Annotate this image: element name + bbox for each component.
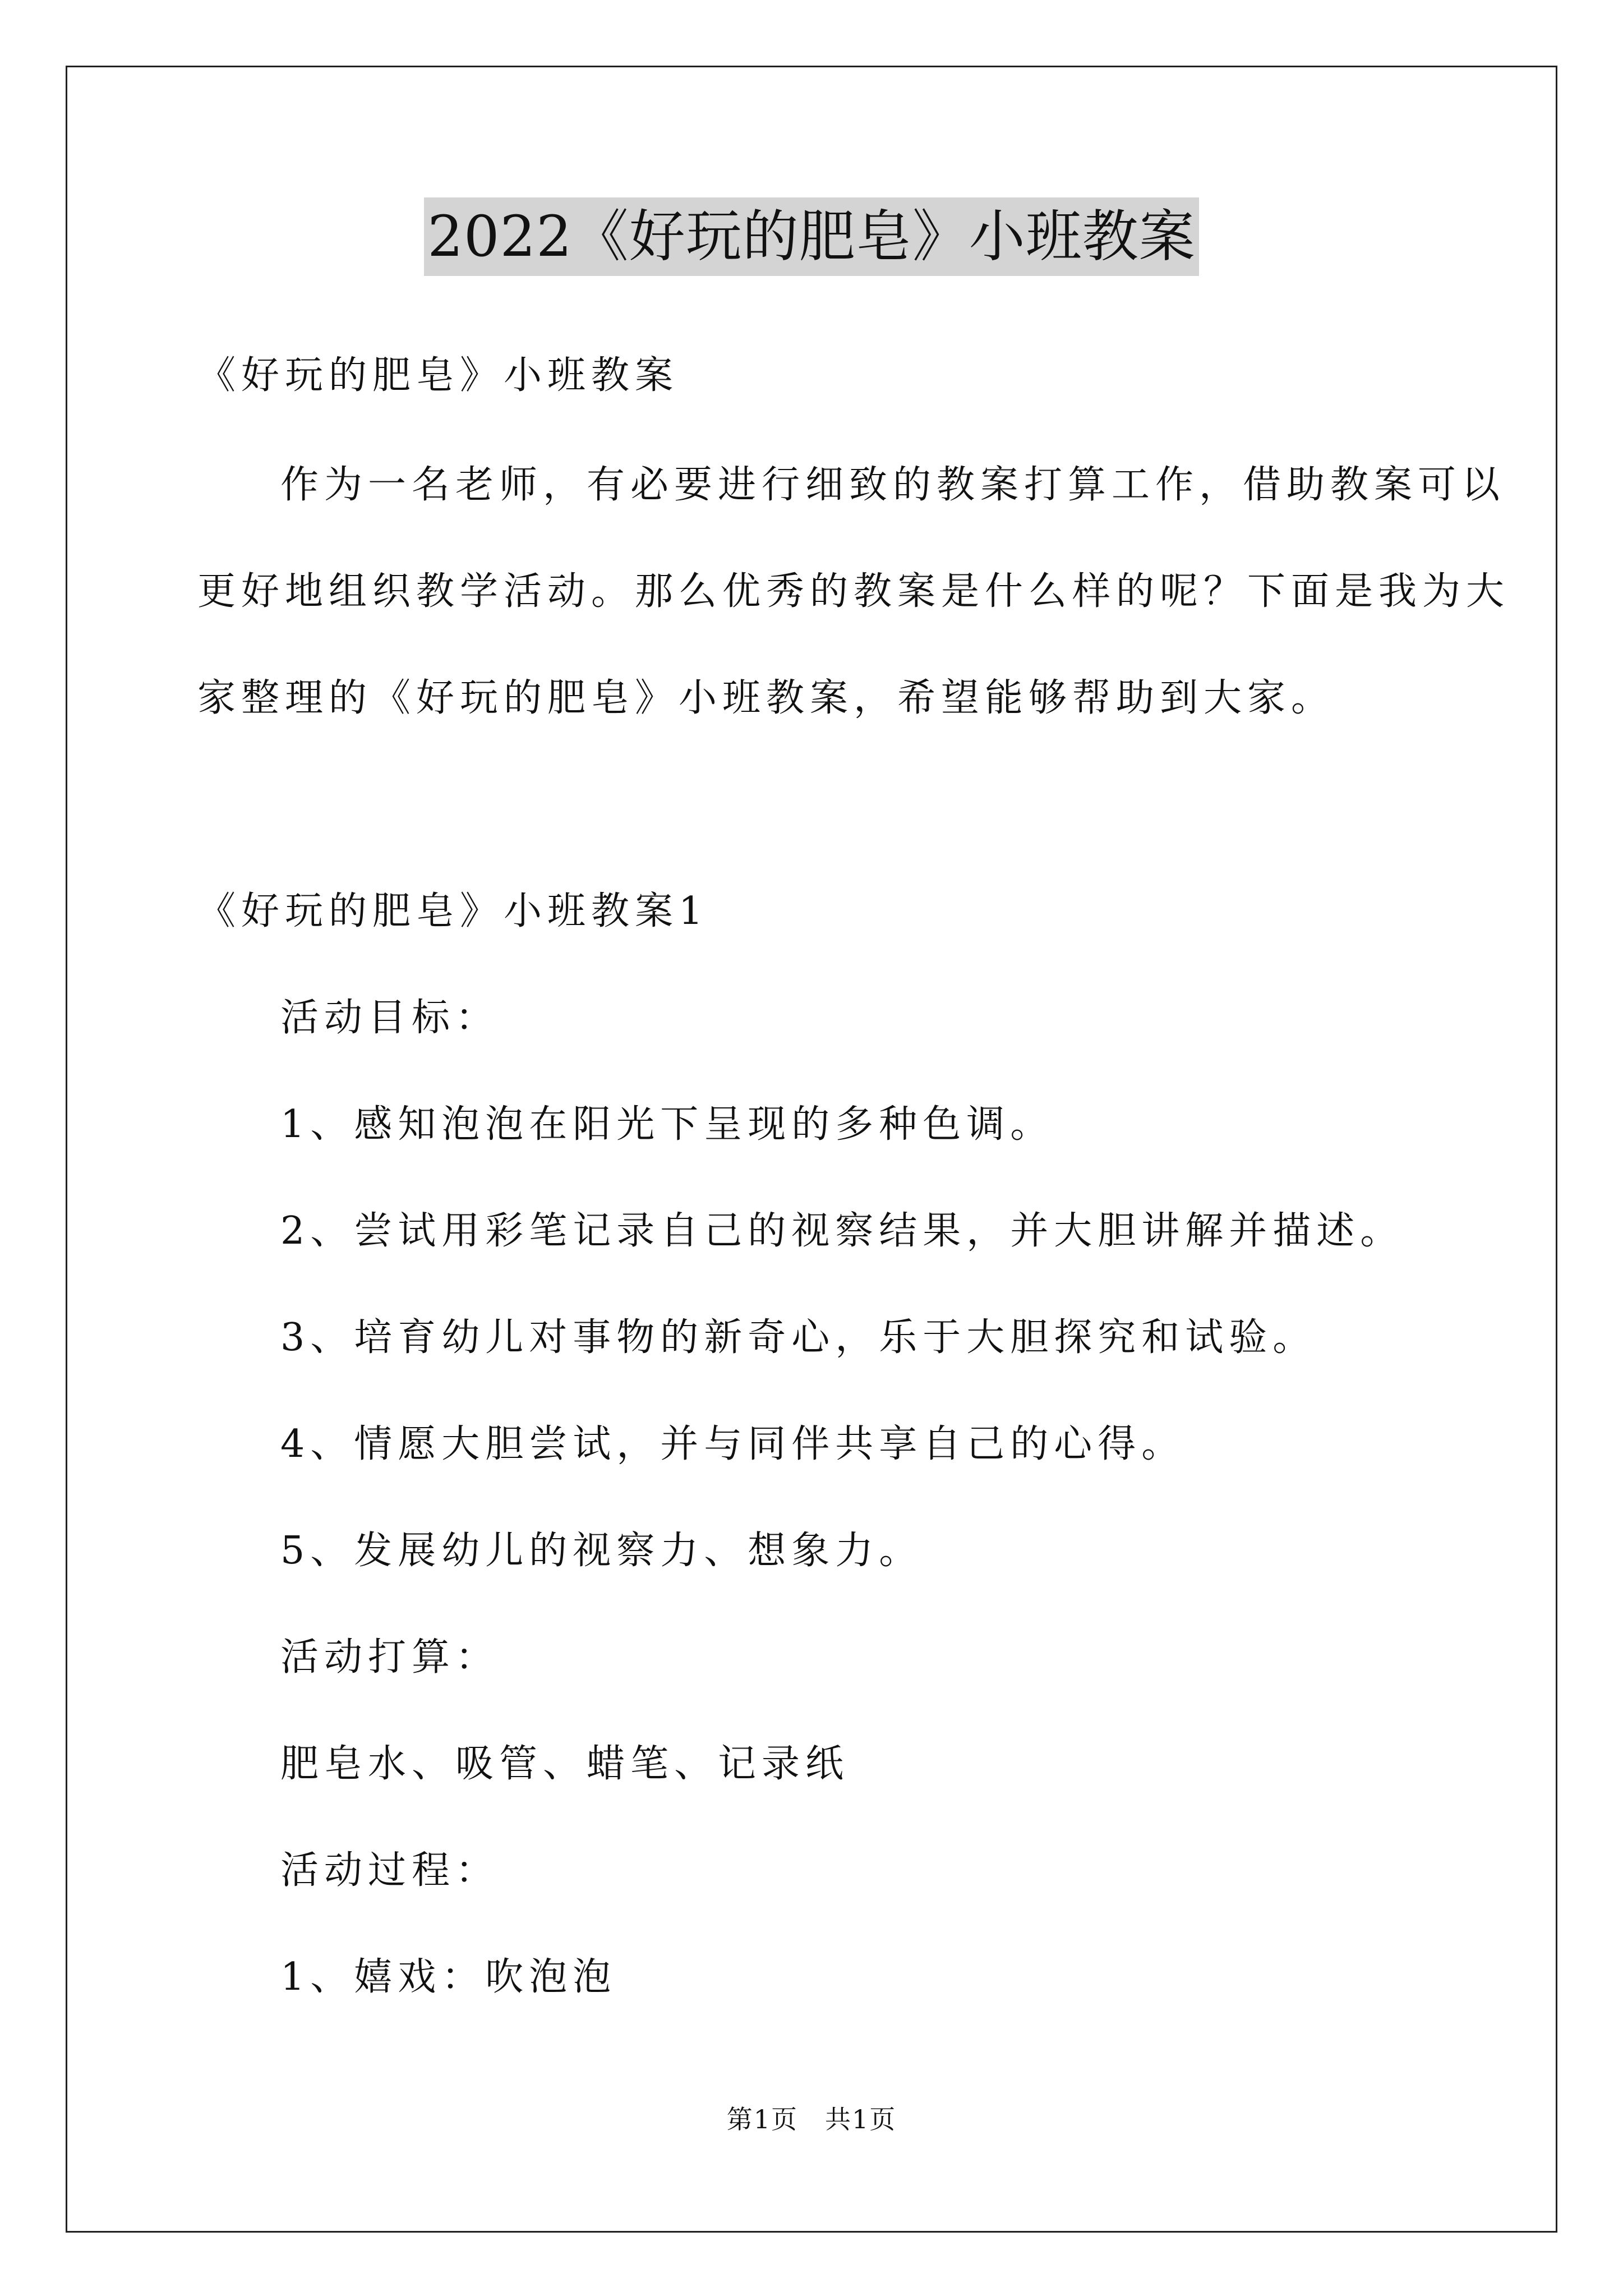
body-line-4: 3、培育幼儿对事物的新奇心，乐于大胆探究和试验。 xyxy=(280,1315,1317,1360)
body-line-5: 4、情愿大胆尝试，并与同伴共享自己的心得。 xyxy=(280,1422,1186,1466)
intro-line-2: 更好地组织教学活动。那么优秀的教案是什么样的呢？下面是我为大 xyxy=(197,569,1510,614)
body-line-8: 肥皂水、吸管、蜡笔、记录纸 xyxy=(280,1742,850,1786)
title-container xyxy=(0,197,1623,276)
body-line-7: 活动打算： xyxy=(280,1635,500,1680)
page-footer: 第1页 共1页 xyxy=(726,2104,897,2134)
body-line-10: 1、嬉戏：吹泡泡 xyxy=(280,1955,617,1999)
body-line-2: 1、感知泡泡在阳光下呈现的多种色调。 xyxy=(280,1102,1054,1147)
document-title: 2022《好玩的肥皂》小班教案 xyxy=(424,197,1199,276)
body-line-3: 2、尝试用彩笔记录自己的视察结果，并大胆讲解并描述。 xyxy=(280,1209,1404,1253)
body-line-6: 5、发展幼儿的视察力、想象力。 xyxy=(280,1529,923,1573)
body-line-9: 活动过程： xyxy=(280,1848,500,1893)
body-line-1: 活动目标： xyxy=(280,996,500,1040)
subtitle: 《好玩的肥皂》小班教案 xyxy=(197,353,679,398)
section-title: 《好玩的肥皂》小班教案1 xyxy=(197,889,709,933)
intro-line-3: 家整理的《好玩的肥皂》小班教案，希望能够帮助到大家。 xyxy=(197,676,1335,720)
intro-line-1: 作为一名老师，有必要进行细致的教案打算工作，借助教案可以 xyxy=(280,463,1506,507)
